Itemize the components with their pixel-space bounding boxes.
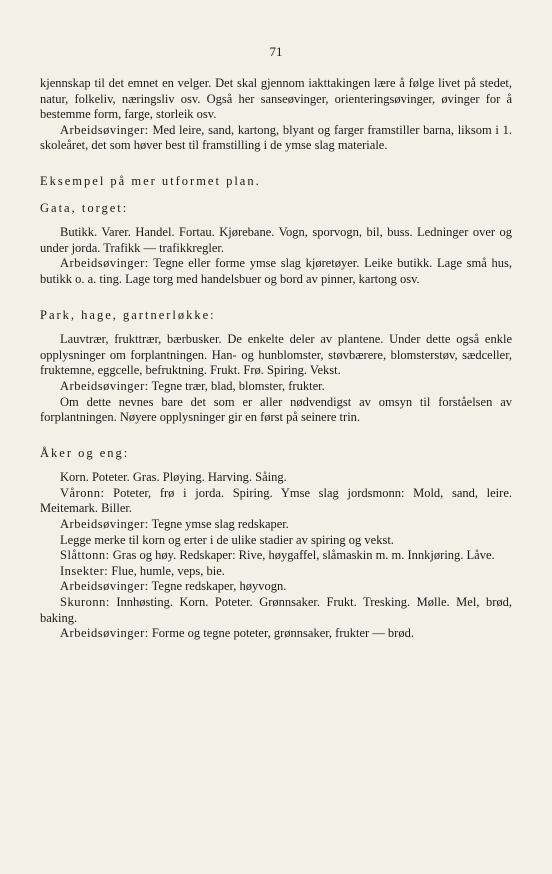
page-number: 71 bbox=[269, 44, 283, 59]
section-heading-park: Park, hage, gartnerløkke: bbox=[40, 307, 216, 322]
gata-exercises-paragraph bbox=[40, 256, 512, 287]
page-body bbox=[40, 76, 512, 642]
aker-skuronn-paragraph bbox=[40, 595, 512, 626]
season-text: Innhøsting. Korn. Poteter. Grønnsaker. Frukt. Tresking. Mølle. Mel, brød, baking. bbox=[40, 595, 512, 625]
section-heading-gata: Gata, torget: bbox=[40, 200, 129, 215]
season-label: Slåttonn: bbox=[60, 548, 110, 563]
exercises-text: Tegne trær, blad, blomster, frukter. bbox=[148, 378, 325, 393]
season-label: Skuronn: bbox=[60, 595, 110, 610]
season-text: Gras og høy. Redskaper: Rive, høygaffel, slåmaskin m. m. Innkjøring. Låve. bbox=[109, 548, 495, 563]
season-label: Våronn: bbox=[60, 485, 105, 500]
park-paragraph: Lauvtrær, frukttrær, bærbusker. De enkelte deler av plantene. Under dette også enkle opplysninger om forplantningen. Han- og hunblomster, støvbærere, blomsterstøv, sædceller, fruktemne, eggcelle, befruktning. Frukt. Frø. Spiring. Vekst. bbox=[40, 332, 512, 378]
exercises-label: Arbeidsøvinger: bbox=[60, 122, 149, 137]
gata-paragraph: Butikk. Varer. Handel. Fortau. Kjørebane. Vogn, sporvogn, bil, buss. Ledninger over og under jorda. Trafikk — trafikkregler. bbox=[40, 225, 512, 255]
intro-exercises-paragraph bbox=[40, 123, 512, 154]
park-note-paragraph: Om dette nevnes bare det som er aller nødvendigst av omsyn til forståelsen av forplantningen. Nøyere opplysninger gir en først på seinere trin. bbox=[40, 394, 512, 425]
aker-exercises-paragraph-1 bbox=[40, 517, 512, 533]
aker-exercises-paragraph-3 bbox=[40, 626, 512, 642]
intro-paragraph: kjennskap til det emnet en velger. Det skal gjennom iakttakingen lære å følge livet på stedet, natur, folkeliv, næringsliv osv. Også her sanseøvinger, orienteringsøvinger, øvinger for å bestemme form, farge, storleik osv. bbox=[40, 76, 512, 122]
example-plan-heading: Eksempel på mer utformet plan. bbox=[40, 173, 261, 188]
exercises-label: Arbeidsøvinger: bbox=[60, 579, 149, 594]
section-heading-aker: Åker og eng: bbox=[40, 445, 130, 460]
season-text: Poteter, frø i jorda. Spiring. Ymse slag jordsmonn: Mold, sand, leire. Meitemark. Biller. bbox=[40, 485, 512, 516]
aker-insects-paragraph bbox=[40, 564, 512, 580]
insects-label: Insekter: bbox=[60, 563, 109, 578]
exercises-label: Arbeidsøvinger: bbox=[60, 378, 149, 393]
insects-text: Flue, humle, veps, bie. bbox=[108, 563, 225, 578]
exercises-label: Arbeidsøvinger: bbox=[60, 517, 149, 532]
exercises-text: Tegne eller forme ymse slag kjøretøyer. Leike butikk. Lage små hus, butikk o. a. ting. Lage torg med handelsbuer og bord av pinner, kartong osv. bbox=[40, 256, 512, 286]
exercises-text: Tegne ymse slag redskaper. bbox=[148, 517, 289, 532]
exercises-label: Arbeidsøvinger: bbox=[60, 256, 149, 271]
exercises-text: Med leire, sand, kartong, blyant og farger framstiller barna, liksom i 1. skoleåret, det som høver best til framstilling i de ymse slag materiale. bbox=[40, 122, 512, 153]
aker-paragraph: Korn. Poteter. Gras. Pløying. Harving. Såing. bbox=[60, 470, 287, 485]
exercises-text: Tegne redskaper, høyvogn. bbox=[148, 579, 287, 594]
park-exercises-paragraph bbox=[40, 379, 512, 395]
aker-observe-paragraph: Legge merke til korn og erter i de ulike stadier av spiring og vekst. bbox=[60, 532, 394, 547]
aker-slattonn-paragraph bbox=[40, 548, 512, 564]
exercises-text: Forme og tegne poteter, grønnsaker, frukter — brød. bbox=[148, 626, 414, 641]
exercises-label: Arbeidsøvinger: bbox=[60, 626, 149, 641]
aker-varonn-paragraph bbox=[40, 486, 512, 517]
aker-exercises-paragraph-2 bbox=[40, 579, 512, 595]
